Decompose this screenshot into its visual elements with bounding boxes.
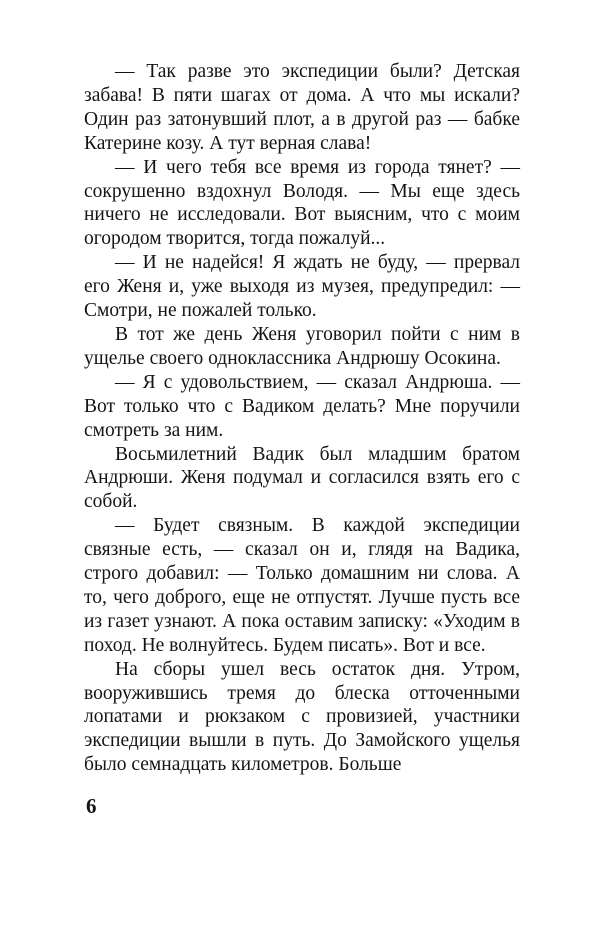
paragraph-1: — Так разве это экспедиции были? Детская забава! В пяти шагах от дома. А что мы искали? Один раз затонувший плот, а в другой раз — бабке Катерине козу. А тут верная слава!: [84, 61, 520, 154]
paragraph-6: Восьмилетний Вадик был младшим братом Андрюши. Женя подумал и согласился взять его с собой.: [84, 443, 520, 513]
paragraph-2: — И чего тебя все время из города тянет? — сокрушенно вздохнул Володя. — Мы еще здесь ничего не исследовали. Вот выясним, что с моим огородом творится, тогда пожалуй...: [84, 156, 520, 250]
body-text: [84, 60, 520, 777]
paragraph-3: — И не надейся! Я ждать не буду, — прервал его Женя и, уже выходя из музея, предупредил: — Смотри, не пожалей только.: [84, 252, 520, 322]
paragraph-8: На сборы ушел весь остаток дня. Утром, вооружившись тремя до блеска отточенными лопатами и рюкзаком с провизией, участники экспедиции вышли в путь. До Замойского ущелья было семнадцать километров. Больше: [84, 658, 520, 776]
paragraph-5: — Я с удовольствием, — сказал Андрюша. — Вот только что с Вадиком делать? Мне поручили смотреть за ним.: [84, 371, 520, 441]
paragraph-4: В тот же день Женя уговорил пойти с ним в ущелье своего одноклассника Андрюшу Осокина.: [84, 323, 520, 369]
paragraph-7: — Будет связным. В каждой экспедиции связные есть, — сказал он и, глядя на Вадика, строго добавил: — Только домашним ни слова. А то, чего доброго, еще не отпустят. Лучше пусть все из газет узнают. А пока оставим записку: «Уходим в поход. Не волнуйтесь. Будем писать». Вот и все.: [84, 515, 520, 656]
page-number: 6: [86, 794, 97, 818]
